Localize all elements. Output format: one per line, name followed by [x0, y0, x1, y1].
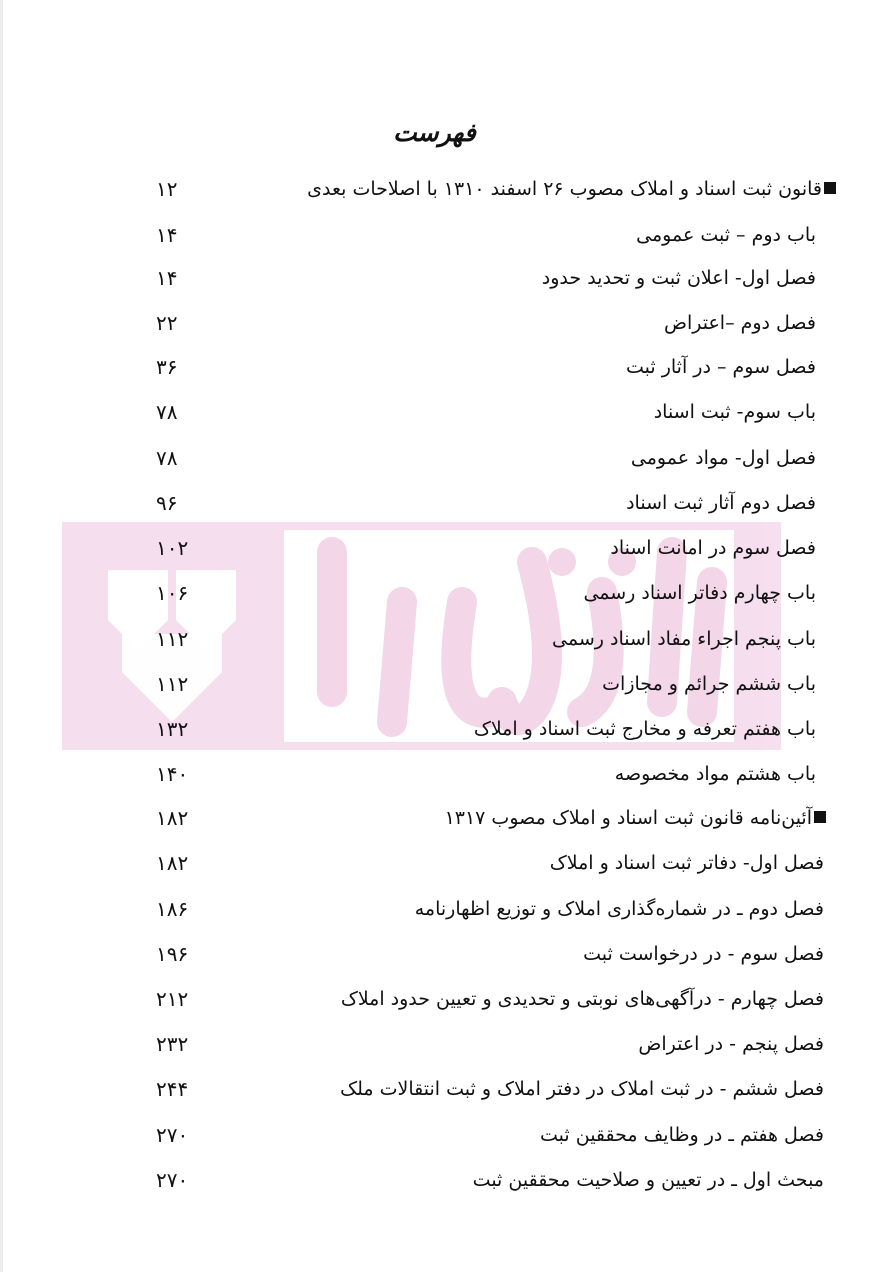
- bullet-square-icon: [814, 811, 826, 823]
- toc-entry-text: فصل پنجم - در اعتراض: [638, 1033, 824, 1055]
- toc-entry-page: ۹۶: [156, 491, 178, 515]
- toc-entry-text: باب ششم جرائم و مجازات: [602, 673, 816, 695]
- toc-entry: [150, 939, 830, 969]
- toc-entry-text: فصل دوم آثار ثبت اسناد: [626, 492, 816, 514]
- toc-entry-page: ۱۴۰: [156, 762, 189, 786]
- toc-entry-text: [445, 803, 826, 833]
- toc-entry-page: ۱۱۲: [156, 627, 189, 651]
- toc-entry-page: ۱۰۶: [156, 581, 189, 605]
- toc-entry-page: ۱۹۶: [156, 942, 189, 966]
- toc-entry-text: باب پنجم اجراء مفاد اسناد رسمی: [552, 628, 816, 650]
- toc-entry-text: باب دوم – ثبت عمومی: [636, 224, 816, 246]
- toc-entry: [150, 263, 830, 293]
- toc-entry: [150, 624, 830, 654]
- toc-entry-page: ۱۸۲: [156, 851, 189, 875]
- toc-entry-page: ۲۴۴: [156, 1077, 189, 1101]
- toc-entry: [150, 894, 830, 924]
- toc-entry: [150, 759, 830, 789]
- toc-entry-text: مبحث اول ـ در تعیین و صلاحیت محققین ثبت: [472, 1169, 824, 1191]
- toc-entry-page: ۱۴: [156, 266, 178, 290]
- toc-entry-page: ۲۳۲: [156, 1032, 189, 1056]
- toc-entry-text: باب چهارم دفاتر اسناد رسمی: [583, 582, 816, 604]
- toc-entry: [150, 1074, 830, 1104]
- toc-entry: [150, 848, 830, 878]
- toc-entry: [150, 443, 830, 473]
- toc-entry-page: ۱۸۲: [156, 806, 189, 830]
- toc-entry-text: فصل اول- مواد عمومی: [630, 447, 816, 469]
- toc-entry-text: [307, 174, 836, 204]
- toc-entry-text: باب سوم- ثبت اسناد: [653, 401, 816, 423]
- toc-entry-page: ۲۲: [156, 311, 178, 335]
- bullet-square-icon: [824, 182, 836, 194]
- toc-entry-page: ۱۲: [156, 177, 178, 201]
- toc-entry: [150, 984, 830, 1014]
- toc-entry: [150, 578, 830, 608]
- toc-entry-page: ۱۸۶: [156, 897, 189, 921]
- toc-entry-text: فصل چهارم - درآگهی‌های نوبتی و تحدیدی و تعیین حدود املاک: [340, 988, 824, 1010]
- toc-entry: [150, 1120, 830, 1150]
- toc-entry-page: ۲۷۰: [156, 1123, 189, 1147]
- toc-entry-label: آئین‌نامه قانون ثبت اسناد و املاک مصوب ۱۳۱۷: [444, 807, 812, 829]
- toc-entry: [150, 488, 830, 518]
- toc-entry-text: باب هشتم مواد مخصوصه: [614, 763, 816, 785]
- toc-entry: [150, 352, 830, 382]
- toc-entry: [150, 308, 830, 338]
- toc-entry-text: باب هفتم تعرفه و مخارج ثبت اسناد و املاک: [473, 718, 816, 740]
- toc-entry: [150, 1165, 830, 1195]
- toc-entry-page: ۱۱۲: [156, 672, 189, 696]
- toc-entry-text: فصل دوم ـ در شماره‌گذاری املاک و توزیع اظهارنامه: [414, 898, 824, 920]
- toc-entry-page: ۱۰۲: [156, 536, 189, 560]
- toc-entry: [150, 174, 830, 204]
- toc-entry-page: ۳۶: [156, 355, 178, 379]
- toc-entry-text: فصل اول- اعلان ثبت و تحدید حدود: [541, 267, 816, 289]
- toc-entry-text: فصل دوم –اعتراض: [663, 312, 816, 334]
- toc-entry: [150, 220, 830, 250]
- page-title: فهرست: [393, 118, 476, 147]
- toc-entry-page: ۲۷۰: [156, 1168, 189, 1192]
- toc-entry-text: فصل هفتم ـ در وظایف محققین ثبت: [540, 1124, 824, 1146]
- toc-entry: [150, 714, 830, 744]
- toc-entry-label: قانون ثبت اسناد و املاک مصوب ۲۶ اسفند ۱۳۱۰ با اصلاحات بعدی: [307, 178, 822, 200]
- toc-entry-page: ۷۸: [156, 446, 178, 470]
- toc-entry-text: فصل سوم – در آثار ثبت: [626, 356, 816, 378]
- toc-entry-page: ۷۸: [156, 400, 178, 424]
- toc-entry-text: فصل اول- دفاتر ثبت اسناد و املاک: [549, 852, 824, 874]
- toc-entry-page: ۲۱۲: [156, 987, 189, 1011]
- toc-entry: [150, 803, 830, 833]
- toc-entry: [150, 669, 830, 699]
- toc-entry: [150, 397, 830, 427]
- toc-entry: [150, 1029, 830, 1059]
- toc-entry-text: فصل سوم در امانت اسناد: [610, 537, 816, 559]
- toc-entry-text: فصل ششم - در ثبت املاک در دفتر املاک و ثبت انتقالات ملک: [340, 1078, 824, 1100]
- toc-entry: [150, 533, 830, 563]
- toc-entry-page: ۱۴: [156, 223, 178, 247]
- toc-entry-text: فصل سوم - در درخواست ثبت: [583, 943, 824, 965]
- toc-entry-page: ۱۳۲: [156, 717, 189, 741]
